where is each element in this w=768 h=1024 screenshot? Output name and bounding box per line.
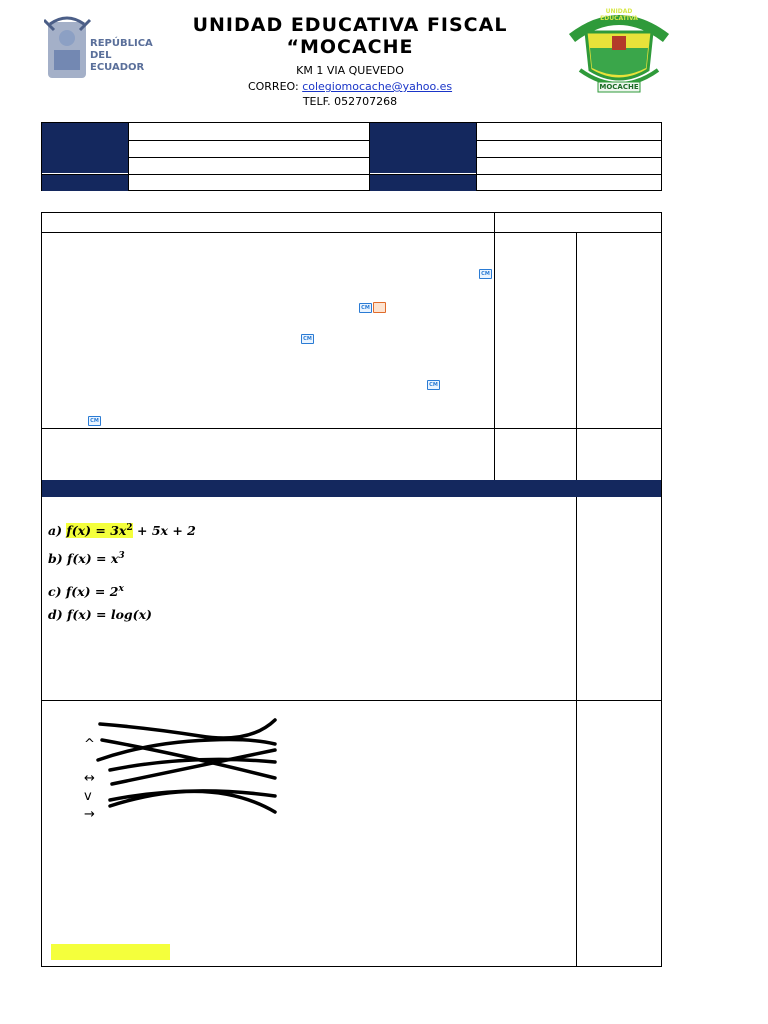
exercise-b-term: f(x) = x xyxy=(67,551,119,567)
info-field-7[interactable] xyxy=(477,158,661,174)
info-label-cell-4 xyxy=(370,175,476,191)
exercise-a xyxy=(48,523,196,538)
info-field-1[interactable] xyxy=(129,124,369,140)
exercise-d xyxy=(48,607,152,622)
symbol-or: v xyxy=(84,789,92,804)
info-table xyxy=(41,122,662,191)
exercise-c xyxy=(48,584,124,599)
logo-text-line2: DEL ECUADOR xyxy=(90,50,145,73)
logo-banner-text: MOCACHE xyxy=(599,83,639,91)
exercise-a-exponent: 2 xyxy=(126,523,133,533)
email-line xyxy=(150,80,550,93)
school-logo xyxy=(560,8,678,96)
school-title xyxy=(150,14,550,58)
exercise-b xyxy=(48,551,125,566)
comment-icon[interactable]: CM xyxy=(479,269,492,279)
exercise-a-rest: + 5x + 2 xyxy=(132,523,196,539)
info-field-4[interactable] xyxy=(129,175,369,191)
exercise-b-exponent: 3 xyxy=(118,551,125,561)
symbol-and: ^ xyxy=(84,737,95,752)
exercise-a-term: f(x) = 3x xyxy=(66,523,127,539)
exercise-c-label: c) xyxy=(48,584,62,600)
symbol-implies: → xyxy=(84,807,95,822)
logo-text-line1: REPÚBLICA xyxy=(90,38,153,49)
section-band xyxy=(42,480,661,497)
logo-arc-text: UNIDAD EDUCATIVA xyxy=(600,8,638,22)
highlighted-term xyxy=(66,523,132,538)
exercise-d-term: f(x) = log(x) xyxy=(67,607,152,622)
info-label-cell-1 xyxy=(42,123,128,173)
exercise-c-term: f(x) = 2 xyxy=(65,584,119,600)
comment-icon[interactable]: CM xyxy=(301,334,314,344)
info-field-5[interactable] xyxy=(477,124,661,140)
exercise-c-exponent: x xyxy=(118,584,124,594)
info-field-8[interactable] xyxy=(477,175,661,191)
exercise-b-label: b) xyxy=(48,551,63,567)
info-field-3[interactable] xyxy=(129,158,369,174)
handwritten-matching-lines xyxy=(90,714,290,818)
phone: TELF. 052707268 xyxy=(302,95,398,108)
ecuador-logo xyxy=(44,10,152,82)
monitor-icon[interactable] xyxy=(373,302,386,313)
worksheet-table xyxy=(41,212,662,967)
comment-icon[interactable]: CM xyxy=(88,416,101,426)
email-link[interactable]: colegiomocache@yahoo.es xyxy=(302,80,453,93)
exercise-d-label: d) xyxy=(48,607,63,622)
info-field-6[interactable] xyxy=(477,141,661,157)
symbol-biconditional: ↔ xyxy=(84,771,95,786)
email-label: CORREO: xyxy=(247,80,299,93)
title-line-1: UNIDAD EDUCATIVA FISCAL xyxy=(192,14,508,36)
comment-icon[interactable]: CM xyxy=(359,303,372,313)
address: KM 1 VIA QUEVEDO xyxy=(296,64,404,77)
title-line-2: “MOCACHE xyxy=(286,36,414,58)
highlight-mark xyxy=(51,944,170,960)
exercise-a-label: a) xyxy=(48,523,63,539)
info-label-cell-2 xyxy=(42,175,128,191)
comment-icon[interactable]: CM xyxy=(427,380,440,390)
info-label-cell-3 xyxy=(370,123,476,173)
info-field-2[interactable] xyxy=(129,141,369,157)
